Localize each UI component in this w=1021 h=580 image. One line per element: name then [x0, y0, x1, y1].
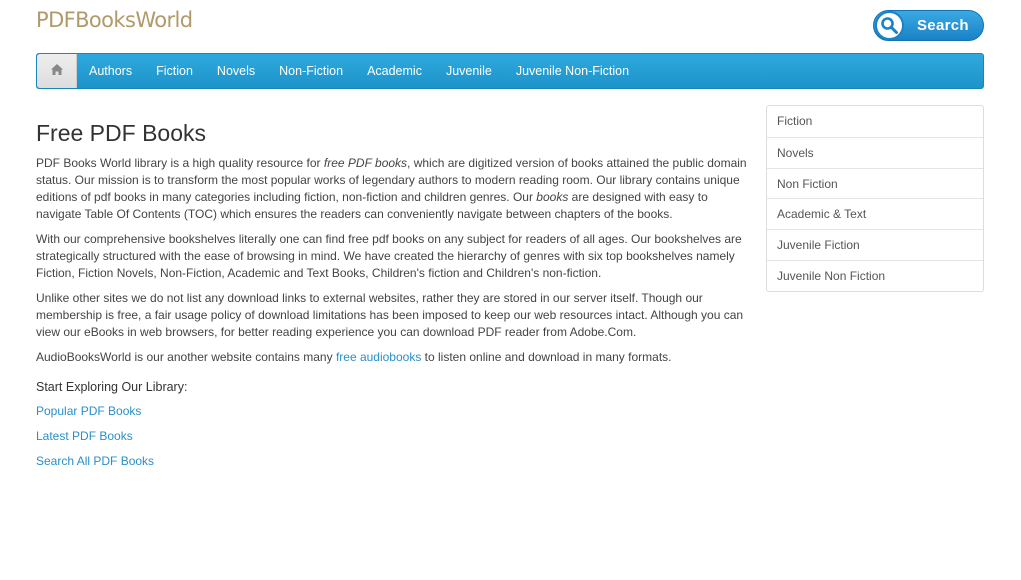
nav-items — [77, 54, 641, 88]
intro-text-a: PDF Books World library is a high quality resource for — [36, 156, 324, 170]
search-all-pdf-books-link[interactable]: Search All PDF Books — [36, 454, 155, 468]
intro-text-c: , which are digitized version of books attained the public domain status. Our mission is to transform the most popular works of legendary authors to modern reading room. Our library contains unique editions of pdf books in many categories including fiction, non-fiction and children genres. Our — [36, 156, 747, 204]
intro-paragraph — [36, 155, 748, 223]
nav-item-novels[interactable]: Novels — [216, 64, 256, 78]
header — [0, 0, 1021, 52]
nav-item-fiction[interactable]: Fiction — [156, 64, 193, 78]
search-icon — [875, 11, 904, 40]
nav-item-juvenile[interactable]: Juvenile — [445, 64, 492, 78]
latest-pdf-books-link[interactable]: Latest PDF Books — [36, 429, 133, 443]
home-icon — [51, 62, 63, 80]
sidebar-item-novels[interactable]: Novels — [767, 137, 983, 168]
bookshelves-paragraph: With our comprehensive bookshelves literally one can find free pdf books on any subject for readers of all ages. Our bookshelves are strategically structured with the ease of browsing in mind. We have created the hierarchy of genres with six top bookshelves namely Fiction, Fiction Novels, Non-Fiction, Academic and Text Books, Children's fiction and Children's non-fiction. — [36, 232, 742, 280]
nav-item-juvenile-non-fiction[interactable]: Juvenile Non-Fiction — [515, 64, 630, 78]
search-button-label: Search — [917, 17, 969, 34]
nav-item-academic[interactable]: Academic — [367, 64, 422, 78]
main-nav — [36, 53, 984, 89]
free-audiobooks-link[interactable]: free audiobooks — [335, 350, 422, 364]
audiobooks-paragraph — [36, 349, 748, 366]
page-title: Free PDF Books — [36, 120, 206, 146]
popular-pdf-books-link[interactable]: Popular PDF Books — [36, 404, 142, 418]
intro-emphasis-books: books — [536, 190, 569, 204]
audiobooks-text-a: AudioBooksWorld is our another website contains many — [36, 350, 336, 364]
search-button[interactable] — [873, 10, 984, 41]
sidebar-item-academic-text[interactable]: Academic & Text — [767, 198, 983, 229]
site-logo[interactable]: PDFBooksWorld — [36, 8, 193, 32]
sidebar-item-juvenile-non-fiction[interactable]: Juvenile Non Fiction — [767, 260, 983, 291]
sidebar-item-fiction[interactable]: Fiction — [777, 114, 813, 128]
nav-item-authors[interactable]: Authors — [89, 64, 133, 78]
main-content — [36, 120, 748, 474]
sidebar-item-juvenile-fiction[interactable]: Juvenile Fiction — [767, 229, 983, 260]
sidebar-item-non-fiction[interactable]: Non Fiction — [767, 168, 983, 199]
intro-text-e: are designed with easy to navigate Table Of Contents (TOC) which ensures the readers can conveniently navigate between chapters of the books. — [36, 190, 708, 221]
audiobooks-text-b: to listen online and download in many formats. — [421, 350, 672, 364]
sidebar-categories — [766, 105, 984, 292]
intro-emphasis-free-pdf-books: free PDF books — [323, 156, 408, 170]
nav-home[interactable] — [37, 54, 77, 88]
explore-heading: Start Exploring Our Library: — [36, 380, 188, 394]
downloads-paragraph: Unlike other sites we do not list any download links to external websites, rather they are stored in our server itself. Though our membership is free, a fair usage policy of download limitations has been imposed to keep our web resources intact. Although you can view our eBooks in web browsers, for better reading experience you can download PDF reader from Adobe.Com. — [36, 291, 744, 339]
nav-item-non-fiction[interactable]: Non-Fiction — [279, 64, 344, 78]
